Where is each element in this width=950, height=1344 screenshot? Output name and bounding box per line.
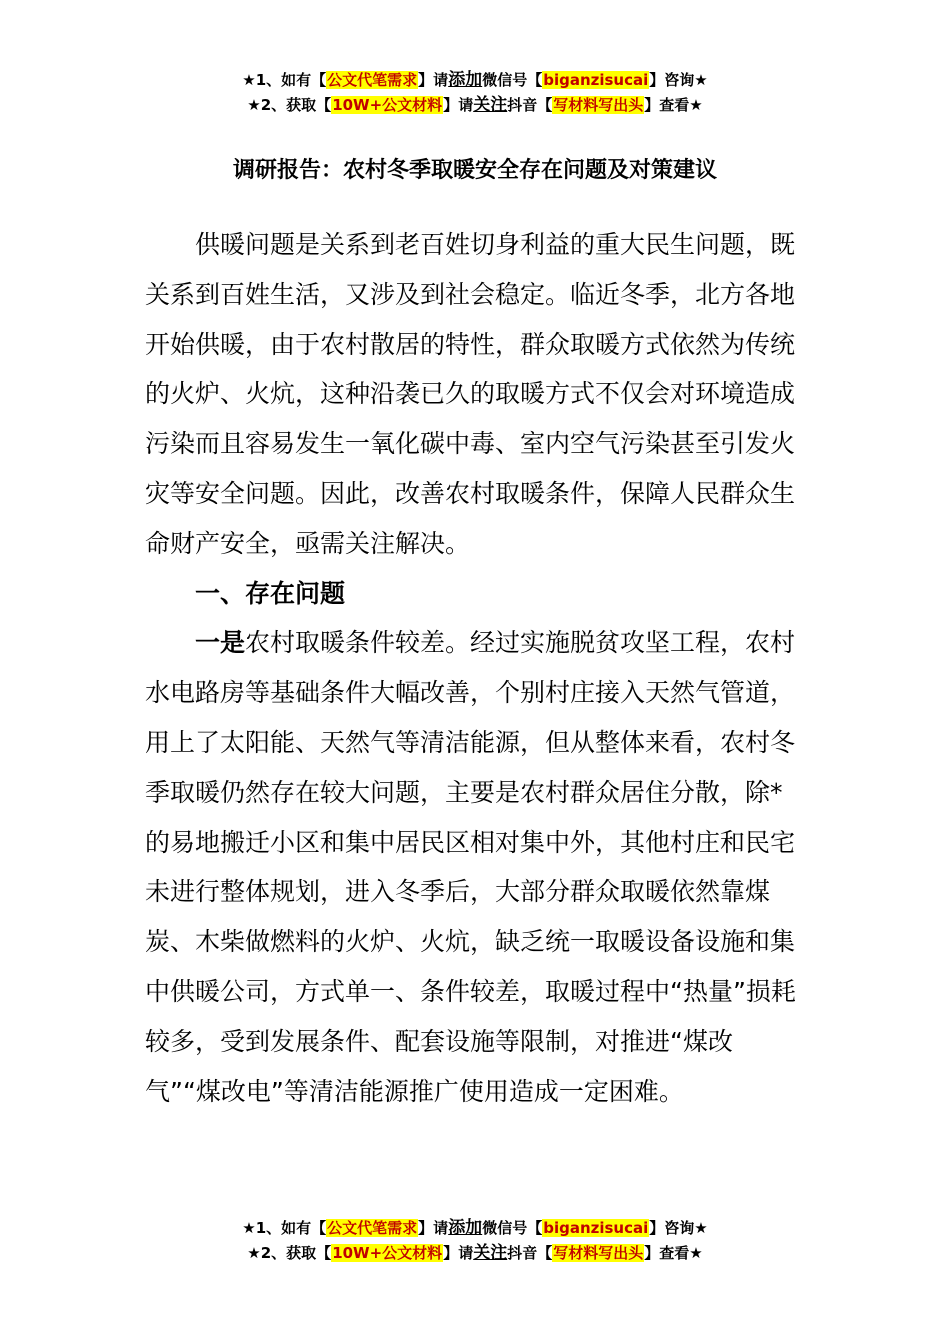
banner-text: 】咨询★ bbox=[649, 1219, 708, 1237]
point-lead: 一是 bbox=[195, 628, 246, 658]
footer-banner bbox=[0, 1216, 950, 1266]
highlight-douyin-account: 写材料写出头 bbox=[553, 96, 644, 114]
intro-paragraph: 供暖问题是关系到老百姓切身利益的重大民生问题，既关系到百姓生活，又涉及到社会稳定。临近冬季，北方各地开始供暖，由于农村散居的特性，群众取暖方式依然为传统的火炉、火炕，这种沿袭已久的取暖方式不仅会对环境造成污染而且容易发生一氧化碳中毒、室内空气污染甚至引发火灾等安全问题。因此，改善农村取暖条件，保障人民群众生命财产安全，亟需关注解决。 bbox=[145, 230, 796, 558]
banner-text: 】查看★ bbox=[644, 96, 703, 114]
banner-text: 】请 bbox=[443, 96, 474, 114]
underline-follow: 关注 bbox=[473, 95, 508, 115]
highlight-service: 公文代笔需求 bbox=[327, 71, 418, 89]
underline-follow: 关注 bbox=[473, 1243, 508, 1263]
banner-text: ★2、获取【 bbox=[247, 96, 332, 114]
banner-text: ★1、如有【 bbox=[242, 1219, 327, 1237]
highlight-douyin-account: 写材料写出头 bbox=[553, 1244, 644, 1262]
banner-text: ★1、如有【 bbox=[242, 71, 327, 89]
highlight-wechat-id: biganzisucai bbox=[543, 71, 649, 89]
banner-line-1 bbox=[0, 1216, 950, 1241]
document-body bbox=[145, 220, 805, 1116]
point-paragraph bbox=[145, 618, 805, 1116]
banner-text: 微信号【 bbox=[482, 1219, 543, 1237]
banner-text: 】请 bbox=[418, 1219, 449, 1237]
highlight-wechat-id: biganzisucai bbox=[543, 1219, 649, 1237]
banner-line-1 bbox=[0, 68, 950, 93]
banner-text: 抖音【 bbox=[507, 96, 553, 114]
header-banner bbox=[0, 68, 950, 118]
banner-text: 抖音【 bbox=[507, 1244, 553, 1262]
highlight-service: 公文代笔需求 bbox=[327, 1219, 418, 1237]
banner-line-2 bbox=[0, 93, 950, 118]
banner-line-2 bbox=[0, 1241, 950, 1266]
banner-text: 微信号【 bbox=[482, 71, 543, 89]
banner-text: 】请 bbox=[443, 1244, 474, 1262]
section-heading: 一、存在问题 bbox=[195, 578, 346, 608]
highlight-materials: 10W+公文材料 bbox=[332, 1244, 443, 1262]
underline-add: 添加 bbox=[448, 70, 483, 90]
banner-text: ★2、获取【 bbox=[247, 1244, 332, 1262]
banner-text: 】查看★ bbox=[644, 1244, 703, 1262]
underline-add: 添加 bbox=[448, 1218, 483, 1238]
highlight-materials: 10W+公文材料 bbox=[332, 96, 443, 114]
banner-text: 】咨询★ bbox=[649, 71, 708, 89]
banner-text: 】请 bbox=[418, 71, 449, 89]
point-text: 农村取暖条件较差。经过实施脱贫攻坚工程，农村水电路房等基础条件大幅改善，个别村庄接入天然气管道，用上了太阳能、天然气等清洁能源，但从整体来看，农村冬季取暖仍然存在较大问题，主要是农村群众居住分散，除*的易地搬迁小区和集中居民区相对集中外，其他村庄和民宅未进行整体规划，进入冬季后，大部分群众取暖依然靠煤炭、木柴做燃料的火炉、火炕，缺乏统一取暖设备设施和集中供暖公司，方式单一、条件较差，取暖过程中“热量”损耗较多，受到发展条件、配套设施等限制，对推进“煤改气”“煤改电”等清洁能源推广使用造成一定困难。 bbox=[145, 628, 796, 1106]
document-title: 调研报告：农村冬季取暖安全存在问题及对策建议 bbox=[232, 158, 717, 183]
